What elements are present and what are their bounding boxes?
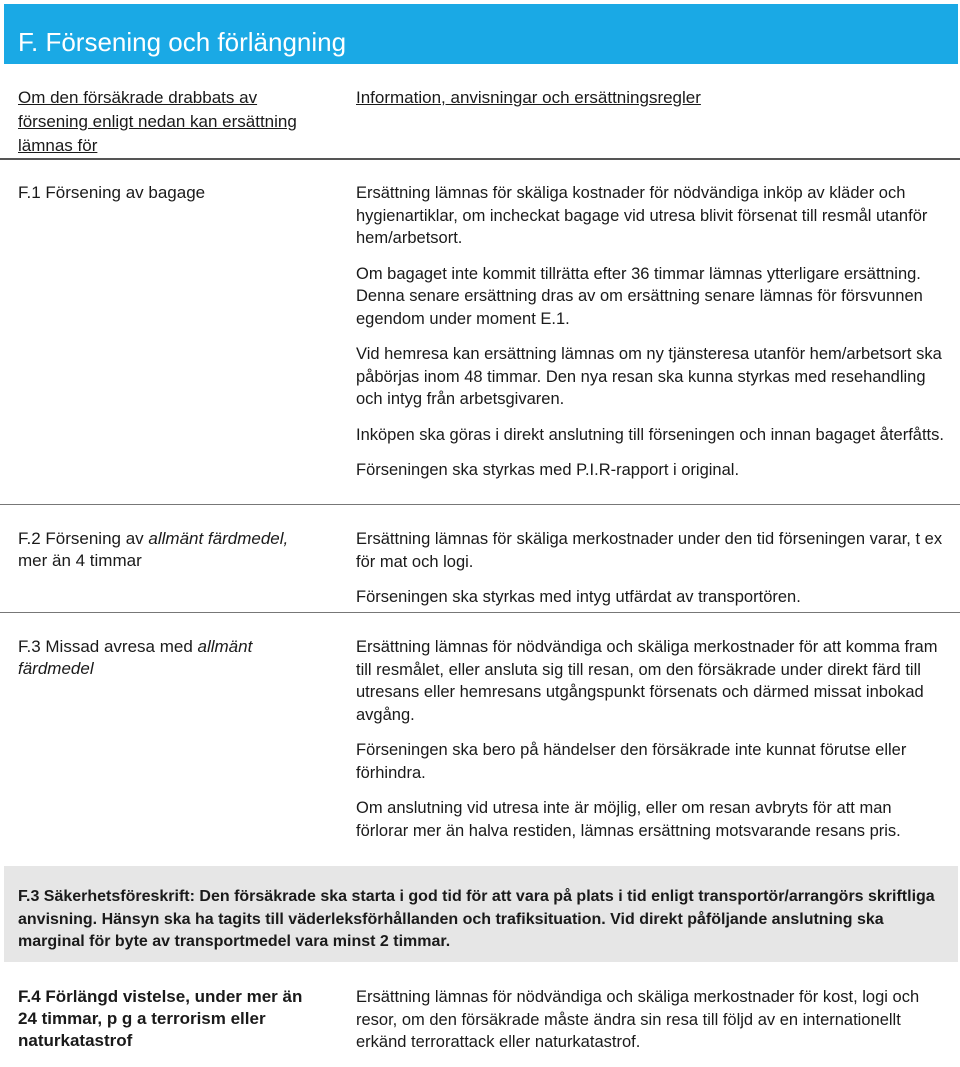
paragraph: Förseningen ska styrkas med intyg utfärdat av transportören. — [356, 588, 801, 606]
section-body-f1 — [356, 182, 946, 495]
section-label-f3 — [18, 636, 328, 680]
paragraph: Ersättning lämnas för nödvändiga och skäliga merkostnader för kost, logi och resor, om den försäkrade måste ändra sin resa till följd av en internationellt erkänd terrorattack eller naturkatastrof. — [356, 988, 920, 1051]
paragraph: Vid hemresa kan ersättning lämnas om ny tjänsteresa utanför hem/arbetsort ska påbörjas inom 48 timmar. Den nya resan ska kunna styrkas med resehandling och intyg från arbetsgivaren. — [356, 345, 942, 408]
column-heading-left — [18, 86, 328, 158]
paragraph: Inköpen ska göras i direkt anslutning till förseningen och innan bagaget återfåtts. — [356, 425, 944, 444]
section-label-text: F.2 Försening av — [18, 529, 149, 548]
section-label-emphasis: allmänt färdmedel — [18, 637, 253, 678]
section-label-f1 — [18, 182, 328, 204]
section-label-text: mer än 4 timmar — [18, 551, 142, 570]
paragraph: Ersättning lämnas för nödvändiga och skäliga merkostnader för att komma fram till resmålet, eller ansluta sig till resan, om den försäkrade under direkt färd till utresans eller hemresans utgångspunkt försenats och därmed missat inbokad avgång. — [356, 638, 938, 724]
safety-notice-text: F.3 Säkerhetsföreskrift: Den försäkrade ska starta i god tid för att vara på plats i tid enligt transportör/arrangörs skriftliga anvisning. Hänsyn ska ha tagits till väderleksförhållanden och trafiksituation. Vid direkt påföljande anslutning ska marginal för byte av transportmedel vara minst 2 timmar. — [18, 888, 935, 950]
section-body-f3 — [356, 636, 946, 855]
section-body-f4 — [356, 986, 946, 1067]
section-body-f2 — [356, 528, 946, 622]
paragraph: Ersättning lämnas för skäliga kostnader för nödvändiga inköp av kläder och hygienartiklar, om incheckat bagage vid utresa blivit försenat till resmål utanför hem/arbetsort. — [356, 184, 928, 247]
header-divider — [0, 158, 960, 160]
paragraph: Ersättning lämnas för skäliga merkostnader under den tid förseningen varar, t ex för mat och logi. — [356, 530, 943, 571]
paragraph: Om anslutning vid utresa inte är möjlig, eller om resan avbryts för att man förlorar mer än halva restiden, lämnas ersättning motsvarande resans pris. — [356, 799, 901, 840]
paragraph: Om bagaget inte kommit tillrätta efter 36 timmar lämnas ytterligare ersättning. Denna senare ersättning dras av om ersättning senare lämnas för försvunnen egendom under moment E.1. — [356, 264, 923, 328]
column-heading-left-text: Om den försäkrade drabbats av försening enligt nedan kan ersättning lämnas för — [18, 88, 297, 155]
section-label-text: F.1 Försening av bagage — [18, 183, 206, 202]
safety-notice-box — [4, 866, 958, 962]
section-divider — [0, 612, 960, 613]
paragraph: Förseningen ska styrkas med P.I.R-rapport i original. — [356, 461, 740, 479]
column-heading-right: Information, anvisningar och ersättningsregler — [356, 88, 701, 107]
section-label-emphasis: allmänt färdmedel, — [148, 529, 289, 548]
section-divider — [0, 504, 960, 505]
page-title: F. Försening och förlängning — [18, 27, 347, 57]
section-label-f2 — [18, 528, 328, 572]
section-label-f4: F.4 Förlängd vistelse, under mer än 24 timmar, p g a terrorism eller naturkatastrof — [18, 987, 303, 1050]
section-title-banner — [4, 4, 958, 64]
paragraph: Förseningen ska bero på händelser den försäkrade inte kunnat förutse eller förhindra. — [356, 741, 907, 782]
section-label-text: F.3 Missad avresa med — [18, 637, 198, 656]
